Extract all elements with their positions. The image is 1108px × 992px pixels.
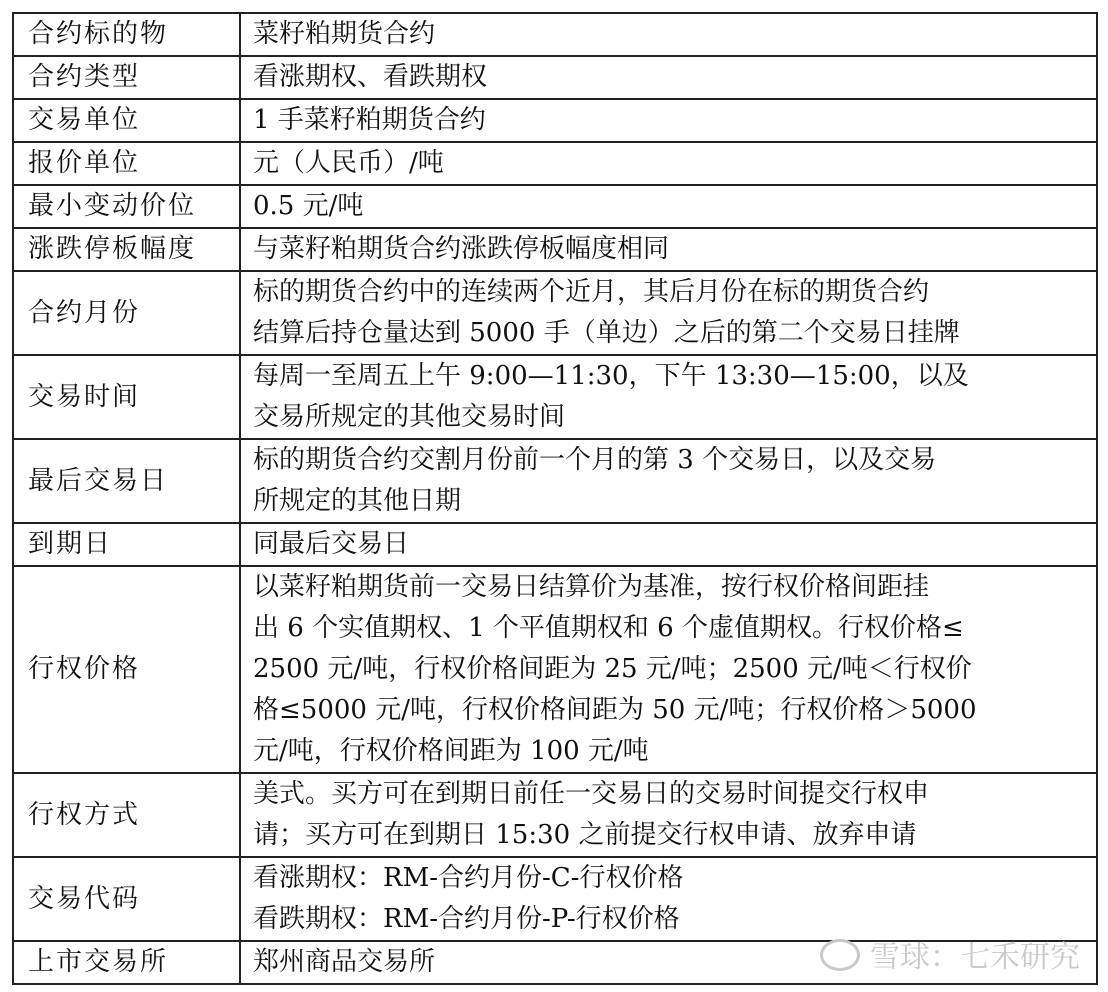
row-label: 上市交易所 bbox=[13, 941, 240, 984]
row-value-line: 0.5 元/吨 bbox=[253, 191, 364, 221]
table-row bbox=[13, 13, 1097, 56]
row-value bbox=[240, 566, 1097, 773]
row-value bbox=[240, 857, 1097, 941]
row-label: 合约月份 bbox=[13, 271, 240, 355]
table-row bbox=[13, 228, 1097, 271]
table-row bbox=[13, 142, 1097, 185]
row-value-line: 结算后持仓量达到 5000 手（单边）之后的第二个交易日挂牌 bbox=[253, 318, 960, 348]
row-value bbox=[240, 185, 1097, 228]
row-label: 合约标的物 bbox=[13, 13, 240, 56]
row-value bbox=[240, 439, 1097, 523]
row-value-line: 元/吨，行权价格间距为 100 元/吨 bbox=[253, 736, 649, 766]
row-value-line: 菜籽粕期货合约 bbox=[253, 19, 436, 49]
row-label: 交易时间 bbox=[13, 355, 240, 439]
row-value-line: 看涨期权：RM-合约月份-C-行权价格 bbox=[253, 863, 684, 893]
row-value-line: 1 手菜籽粕期货合约 bbox=[253, 105, 486, 135]
table-row bbox=[13, 439, 1097, 523]
row-value bbox=[240, 142, 1097, 185]
row-value-line: 标的期货合约交割月份前一个月的第 3 个交易日，以及交易 bbox=[253, 445, 937, 475]
row-value-line: 看涨期权、看跌期权 bbox=[253, 62, 488, 92]
row-value-line: 格≤5000 元/吨，行权价格间距为 50 元/吨；行权价格＞5000 bbox=[253, 695, 977, 725]
row-label: 涨跌停板幅度 bbox=[13, 228, 240, 271]
row-value bbox=[240, 99, 1097, 142]
row-value-line: 同最后交易日 bbox=[253, 529, 410, 559]
row-value-line: 以菜籽粕期货前一交易日结算价为基准，按行权价格间距挂 bbox=[253, 572, 930, 602]
row-value-line: 看跌期权：RM-合约月份-P-行权价格 bbox=[253, 904, 680, 934]
row-value bbox=[240, 523, 1097, 566]
watermark bbox=[820, 932, 1080, 976]
row-value bbox=[240, 271, 1097, 355]
row-value-line: 元（人民币）/吨 bbox=[253, 148, 444, 178]
row-label: 合约类型 bbox=[13, 56, 240, 99]
row-value-line: 2500 元/吨，行权价格间距为 25 元/吨；2500 元/吨＜行权价 bbox=[253, 654, 972, 684]
row-label: 行权方式 bbox=[13, 773, 240, 857]
row-label: 交易单位 bbox=[13, 99, 240, 142]
table-row bbox=[13, 56, 1097, 99]
snowball-logo-icon bbox=[820, 939, 860, 971]
row-label: 行权价格 bbox=[13, 566, 240, 773]
table-row bbox=[13, 857, 1097, 941]
table-row bbox=[13, 523, 1097, 566]
table-row bbox=[13, 355, 1097, 439]
row-label: 最后交易日 bbox=[13, 439, 240, 523]
spec-table-body bbox=[13, 13, 1097, 984]
table-row bbox=[13, 773, 1097, 857]
table-row bbox=[13, 99, 1097, 142]
row-value bbox=[240, 56, 1097, 99]
row-value-line: 与菜籽粕期货合约涨跌停板幅度相同 bbox=[253, 234, 670, 264]
row-label: 交易代码 bbox=[13, 857, 240, 941]
row-value bbox=[240, 773, 1097, 857]
row-label: 最小变动价位 bbox=[13, 185, 240, 228]
row-value-line: 标的期货合约中的连续两个近月，其后月份在标的期货合约 bbox=[253, 277, 930, 307]
table-row bbox=[13, 566, 1097, 773]
watermark-text: 雪球：七禾研究 bbox=[870, 940, 1080, 975]
row-value-line: 美式。买方可在到期日前任一交易日的交易时间提交行权申 bbox=[253, 779, 930, 809]
row-value-line: 所规定的其他日期 bbox=[253, 486, 462, 516]
row-value-line: 交易所规定的其他交易时间 bbox=[253, 402, 566, 432]
row-value bbox=[240, 13, 1097, 56]
table-row bbox=[13, 271, 1097, 355]
row-label: 到期日 bbox=[13, 523, 240, 566]
row-value-line: 请；买方可在到期日 15:30 之前提交行权申请、放弃申请 bbox=[253, 820, 917, 850]
row-value-line: 出 6 个实值期权、1 个平值期权和 6 个虚值期权。行权价格≤ bbox=[253, 613, 964, 643]
row-label: 报价单位 bbox=[13, 142, 240, 185]
row-value bbox=[240, 228, 1097, 271]
row-value-line: 每周一至周五上午 9:00—11:30，下午 13:30—15:00，以及 bbox=[253, 361, 969, 391]
row-value-line: 郑州商品交易所 bbox=[253, 947, 436, 977]
contract-spec-table bbox=[12, 12, 1098, 985]
row-value bbox=[240, 355, 1097, 439]
table-row bbox=[13, 185, 1097, 228]
